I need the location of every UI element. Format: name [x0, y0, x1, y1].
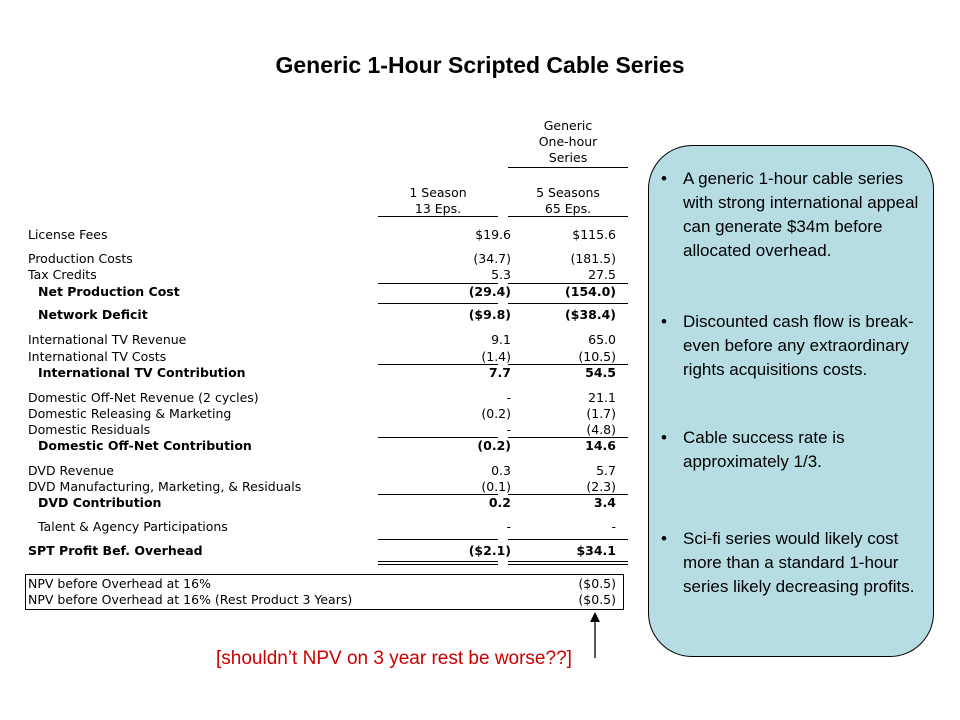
bullet-icon: • — [661, 169, 667, 188]
col1-header-rule — [378, 216, 498, 217]
row-value-1-season: 0.3 — [491, 463, 511, 478]
bullet-text: Cable success rate is approximately 1/3. — [683, 428, 845, 471]
page-title: Generic 1-Hour Scripted Cable Series — [275, 52, 685, 78]
row-label: DVD Manufacturing, Marketing, & Residuals — [28, 479, 302, 494]
table-row — [28, 437, 628, 454]
commentary-bullet — [661, 167, 923, 263]
column-header-5-seasons — [508, 185, 628, 217]
row-label: Domestic Releasing & Marketing — [28, 406, 232, 421]
col1-header-line1: 1 Season — [409, 185, 467, 200]
table-row — [28, 542, 628, 559]
row-value-5-seasons: 27.5 — [588, 267, 616, 282]
row-label: Tax Credits — [28, 267, 97, 282]
row-label: License Fees — [28, 227, 108, 242]
row-value-5-seasons: ($38.4) — [565, 307, 616, 322]
row-value-1-season: (0.1) — [481, 479, 511, 494]
npv-value: ($0.5) — [578, 576, 616, 591]
row-value-1-season: 7.7 — [488, 365, 511, 380]
col1-header-line2: 13 Eps. — [414, 201, 462, 216]
col2-header-line1: 5 Seasons — [536, 185, 600, 200]
commentary-bullet — [661, 426, 923, 474]
npv-box — [25, 574, 624, 610]
group-header-line3: Series — [548, 150, 588, 165]
row-value-5-seasons: (10.5) — [578, 349, 616, 364]
total-rule — [378, 303, 498, 304]
row-value-5-seasons: (1.7) — [586, 406, 616, 421]
table-row — [28, 306, 628, 323]
row-value-5-seasons: 5.7 — [596, 463, 616, 478]
row-value-5-seasons: 21.1 — [588, 390, 616, 405]
row-label: Domestic Off-Net Revenue (2 cycles) — [28, 390, 259, 405]
npv-row — [28, 591, 620, 608]
table-row — [28, 226, 628, 243]
row-value-1-season: (29.4) — [468, 284, 511, 299]
table-row — [28, 348, 628, 365]
row-value-1-season: 9.1 — [491, 332, 511, 347]
row-value-5-seasons: (2.3) — [586, 479, 616, 494]
row-label: Domestic Off-Net Contribution — [38, 438, 252, 453]
table-row — [28, 250, 628, 267]
double-underline — [508, 561, 628, 562]
bullet-icon: • — [661, 428, 667, 447]
row-value-5-seasons: $34.1 — [576, 543, 616, 558]
table-row — [28, 405, 628, 422]
double-underline — [378, 561, 498, 562]
column-group-header — [508, 118, 628, 166]
row-label: Production Costs — [28, 251, 133, 266]
bullet-text: A generic 1-hour cable series with strong international appeal can generate $34m before allocated overhead. — [683, 169, 919, 260]
npv-value: ($0.5) — [578, 592, 616, 607]
table-row — [28, 364, 628, 381]
group-header-rule — [508, 167, 628, 168]
row-value-5-seasons: 65.0 — [588, 332, 616, 347]
commentary-bullet — [661, 310, 923, 382]
total-rule — [508, 539, 628, 540]
row-value-1-season: - — [506, 422, 511, 437]
column-header-1-season — [378, 185, 498, 217]
table-row — [28, 462, 628, 479]
table-row — [28, 389, 628, 406]
row-label: Net Production Cost — [38, 284, 180, 299]
group-header-line2: One-hour — [538, 134, 598, 149]
row-label: International TV Costs — [28, 349, 167, 364]
row-value-5-seasons: 14.6 — [585, 438, 616, 453]
table-row — [28, 331, 628, 348]
row-value-1-season: (0.2) — [481, 406, 511, 421]
row-value-5-seasons: 54.5 — [585, 365, 616, 380]
annotation-note: [shouldn’t NPV on 3 year rest be worse??] — [216, 648, 572, 669]
col2-header-rule — [508, 216, 628, 217]
row-label: DVD Revenue — [28, 463, 114, 478]
col2-header-line2: 65 Eps. — [544, 201, 592, 216]
row-label: Talent & Agency Participations — [38, 519, 228, 534]
group-header-line1: Generic — [543, 118, 593, 133]
table-row — [28, 421, 628, 438]
total-rule — [378, 539, 498, 540]
commentary-callout — [648, 145, 934, 657]
row-value-1-season: ($9.8) — [468, 307, 511, 322]
row-value-5-seasons: (154.0) — [565, 284, 616, 299]
npv-row — [28, 575, 620, 592]
up-arrow-icon — [583, 612, 607, 660]
row-label: International TV Contribution — [38, 365, 246, 380]
row-value-5-seasons: (181.5) — [570, 251, 616, 266]
row-value-1-season: 5.3 — [491, 267, 511, 282]
row-value-1-season: (34.7) — [473, 251, 511, 266]
table-row — [28, 478, 628, 495]
row-value-5-seasons: (4.8) — [586, 422, 616, 437]
row-value-1-season: - — [506, 519, 511, 534]
table-row — [28, 518, 628, 535]
row-value-1-season: ($2.1) — [468, 543, 511, 558]
row-label: Network Deficit — [38, 307, 148, 322]
row-label: International TV Revenue — [28, 332, 187, 347]
row-value-1-season: (1.4) — [481, 349, 511, 364]
double-underline — [378, 564, 498, 565]
row-value-1-season: 0.2 — [488, 495, 511, 510]
commentary-bullet — [661, 527, 923, 599]
bullet-text: Discounted cash flow is break-even before any extraordinary rights acquisitions costs. — [683, 312, 914, 379]
row-value-1-season: - — [506, 390, 511, 405]
double-underline — [508, 564, 628, 565]
bullet-icon: • — [661, 312, 667, 331]
row-label: Domestic Residuals — [28, 422, 151, 437]
npv-label: NPV before Overhead at 16% — [28, 576, 211, 591]
row-label: SPT Profit Bef. Overhead — [28, 543, 203, 558]
row-value-5-seasons: - — [611, 519, 616, 534]
table-row — [28, 266, 628, 283]
row-value-1-season: (0.2) — [477, 438, 511, 453]
table-row — [28, 494, 628, 511]
row-value-1-season: $19.6 — [475, 227, 511, 242]
bullet-text: Sci-fi series would likely cost more than a standard 1-hour series likely decreasing profits. — [683, 529, 915, 596]
npv-label: NPV before Overhead at 16% (Rest Product 3 Years) — [28, 592, 353, 607]
row-label: DVD Contribution — [38, 495, 162, 510]
row-value-5-seasons: $115.6 — [572, 227, 616, 242]
table-row — [28, 283, 628, 300]
total-rule — [508, 303, 628, 304]
bullet-icon: • — [661, 529, 667, 548]
row-value-5-seasons: 3.4 — [593, 495, 616, 510]
